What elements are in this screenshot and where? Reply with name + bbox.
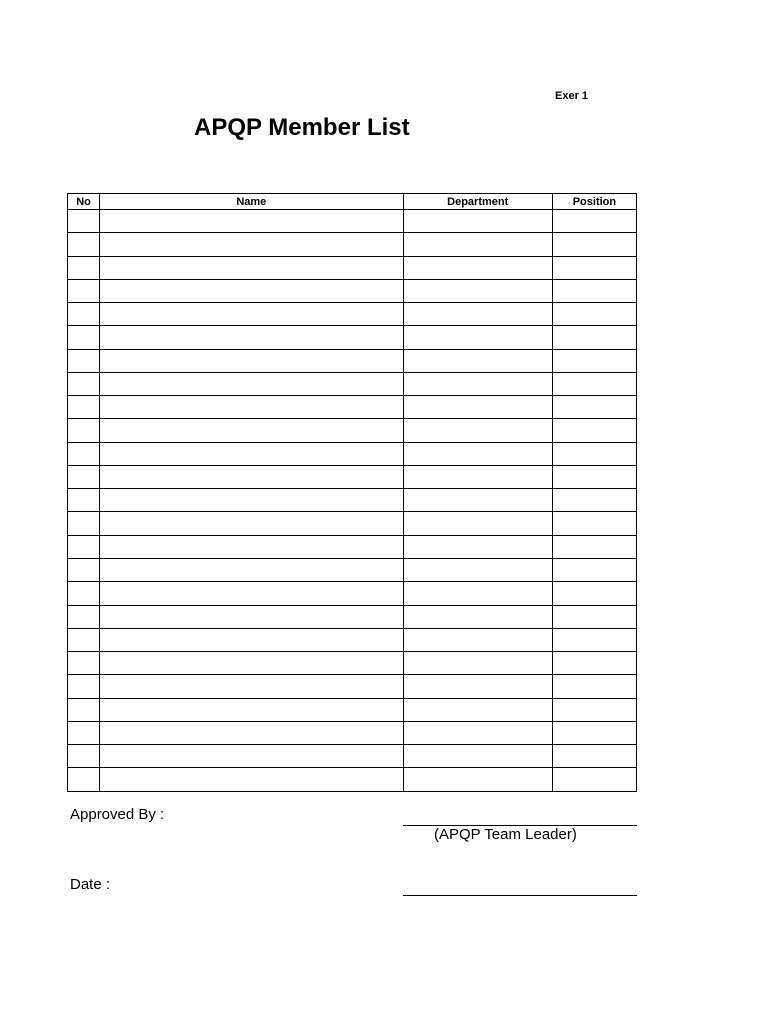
- cell-department[interactable]: [403, 605, 552, 628]
- approved-by-label: Approved By :: [70, 806, 165, 823]
- table-row: [68, 326, 637, 349]
- team-leader-caption: (APQP Team Leader): [434, 826, 577, 843]
- cell-position[interactable]: [552, 535, 636, 558]
- cell-department[interactable]: [403, 279, 552, 302]
- page-title: APQP Member List: [194, 114, 410, 141]
- cell-position[interactable]: [552, 652, 636, 675]
- cell-department[interactable]: [403, 652, 552, 675]
- cell-department[interactable]: [403, 512, 552, 535]
- cell-department[interactable]: [403, 582, 552, 605]
- date-signature-line: [403, 895, 637, 896]
- cell-no[interactable]: [68, 303, 100, 326]
- cell-no[interactable]: [68, 465, 100, 488]
- cell-no[interactable]: [68, 628, 100, 651]
- cell-no[interactable]: [68, 419, 100, 442]
- cell-name[interactable]: [100, 582, 404, 605]
- cell-position[interactable]: [552, 558, 636, 581]
- table-row: [68, 489, 637, 512]
- header-no: No: [68, 194, 100, 210]
- cell-position[interactable]: [552, 721, 636, 744]
- cell-no[interactable]: [68, 349, 100, 372]
- cell-department[interactable]: [403, 419, 552, 442]
- cell-no[interactable]: [68, 279, 100, 302]
- cell-no[interactable]: [68, 535, 100, 558]
- cell-no[interactable]: [68, 721, 100, 744]
- cell-position[interactable]: [552, 768, 636, 792]
- table-row: [68, 768, 637, 792]
- cell-department[interactable]: [403, 489, 552, 512]
- table-row: [68, 465, 637, 488]
- member-table: [67, 193, 637, 792]
- table-row: [68, 210, 637, 233]
- cell-name[interactable]: [100, 489, 404, 512]
- table-row: [68, 721, 637, 744]
- cell-position[interactable]: [552, 210, 636, 233]
- table-row: [68, 628, 637, 651]
- cell-no[interactable]: [68, 489, 100, 512]
- cell-department[interactable]: [403, 303, 552, 326]
- cell-name[interactable]: [100, 721, 404, 744]
- cell-name[interactable]: [100, 698, 404, 721]
- cell-position[interactable]: [552, 326, 636, 349]
- cell-department[interactable]: [403, 628, 552, 651]
- cell-name[interactable]: [100, 745, 404, 768]
- cell-department[interactable]: [403, 465, 552, 488]
- cell-name[interactable]: [100, 372, 404, 395]
- date-label: Date :: [70, 876, 111, 893]
- table-row: [68, 652, 637, 675]
- cell-department[interactable]: [403, 675, 552, 698]
- table-row: [68, 442, 637, 465]
- cell-position[interactable]: [552, 675, 636, 698]
- header-name: Name: [100, 194, 404, 210]
- cell-no[interactable]: [68, 558, 100, 581]
- table-row: [68, 396, 637, 419]
- cell-name[interactable]: [100, 210, 404, 233]
- table-row: [68, 256, 637, 279]
- table-row: [68, 512, 637, 535]
- cell-no[interactable]: [68, 745, 100, 768]
- cell-no[interactable]: [68, 512, 100, 535]
- cell-name[interactable]: [100, 349, 404, 372]
- cell-no[interactable]: [68, 768, 100, 792]
- cell-position[interactable]: [552, 465, 636, 488]
- table-row: [68, 558, 637, 581]
- cell-position[interactable]: [552, 233, 636, 256]
- cell-department[interactable]: [403, 558, 552, 581]
- table-header-row: [68, 194, 637, 210]
- table-row: [68, 745, 637, 768]
- cell-no[interactable]: [68, 396, 100, 419]
- cell-position[interactable]: [552, 512, 636, 535]
- cell-name[interactable]: [100, 233, 404, 256]
- cell-position[interactable]: [552, 372, 636, 395]
- cell-name[interactable]: [100, 558, 404, 581]
- header-position: Position: [552, 194, 636, 210]
- cell-no[interactable]: [68, 326, 100, 349]
- table-row: [68, 372, 637, 395]
- cell-no[interactable]: [68, 256, 100, 279]
- cell-name[interactable]: [100, 675, 404, 698]
- cell-name[interactable]: [100, 465, 404, 488]
- cell-position[interactable]: [552, 419, 636, 442]
- cell-department[interactable]: [403, 535, 552, 558]
- cell-name[interactable]: [100, 628, 404, 651]
- cell-department[interactable]: [403, 256, 552, 279]
- cell-position[interactable]: [552, 489, 636, 512]
- cell-no[interactable]: [68, 652, 100, 675]
- cell-name[interactable]: [100, 605, 404, 628]
- cell-department[interactable]: [403, 396, 552, 419]
- cell-name[interactable]: [100, 768, 404, 792]
- cell-no[interactable]: [68, 605, 100, 628]
- cell-no[interactable]: [68, 233, 100, 256]
- cell-name[interactable]: [100, 303, 404, 326]
- cell-department[interactable]: [403, 349, 552, 372]
- cell-department[interactable]: [403, 233, 552, 256]
- cell-no[interactable]: [68, 442, 100, 465]
- cell-position[interactable]: [552, 745, 636, 768]
- cell-name[interactable]: [100, 419, 404, 442]
- table-row: [68, 675, 637, 698]
- cell-name[interactable]: [100, 326, 404, 349]
- cell-position[interactable]: [552, 628, 636, 651]
- cell-position[interactable]: [552, 582, 636, 605]
- cell-department[interactable]: [403, 442, 552, 465]
- cell-position[interactable]: [552, 698, 636, 721]
- table-row: [68, 233, 637, 256]
- exercise-label: Exer 1: [555, 90, 589, 102]
- header-department: Department: [403, 194, 552, 210]
- cell-no[interactable]: [68, 210, 100, 233]
- cell-name[interactable]: [100, 512, 404, 535]
- cell-position[interactable]: [552, 256, 636, 279]
- table-row: [68, 303, 637, 326]
- cell-position[interactable]: [552, 303, 636, 326]
- cell-no[interactable]: [68, 582, 100, 605]
- cell-name[interactable]: [100, 535, 404, 558]
- table-row: [68, 698, 637, 721]
- cell-position[interactable]: [552, 349, 636, 372]
- cell-name[interactable]: [100, 442, 404, 465]
- cell-position[interactable]: [552, 605, 636, 628]
- cell-department[interactable]: [403, 768, 552, 792]
- table-row: [68, 279, 637, 302]
- table-row: [68, 349, 637, 372]
- table-row: [68, 582, 637, 605]
- table-row: [68, 419, 637, 442]
- cell-no[interactable]: [68, 698, 100, 721]
- table-row: [68, 605, 637, 628]
- cell-no[interactable]: [68, 675, 100, 698]
- cell-department[interactable]: [403, 326, 552, 349]
- cell-name[interactable]: [100, 256, 404, 279]
- cell-name[interactable]: [100, 279, 404, 302]
- cell-position[interactable]: [552, 442, 636, 465]
- cell-department[interactable]: [403, 698, 552, 721]
- cell-department[interactable]: [403, 745, 552, 768]
- cell-department[interactable]: [403, 372, 552, 395]
- cell-position[interactable]: [552, 396, 636, 419]
- cell-position[interactable]: [552, 279, 636, 302]
- cell-name[interactable]: [100, 396, 404, 419]
- cell-no[interactable]: [68, 372, 100, 395]
- table-row: [68, 535, 637, 558]
- cell-name[interactable]: [100, 652, 404, 675]
- cell-department[interactable]: [403, 721, 552, 744]
- cell-department[interactable]: [403, 210, 552, 233]
